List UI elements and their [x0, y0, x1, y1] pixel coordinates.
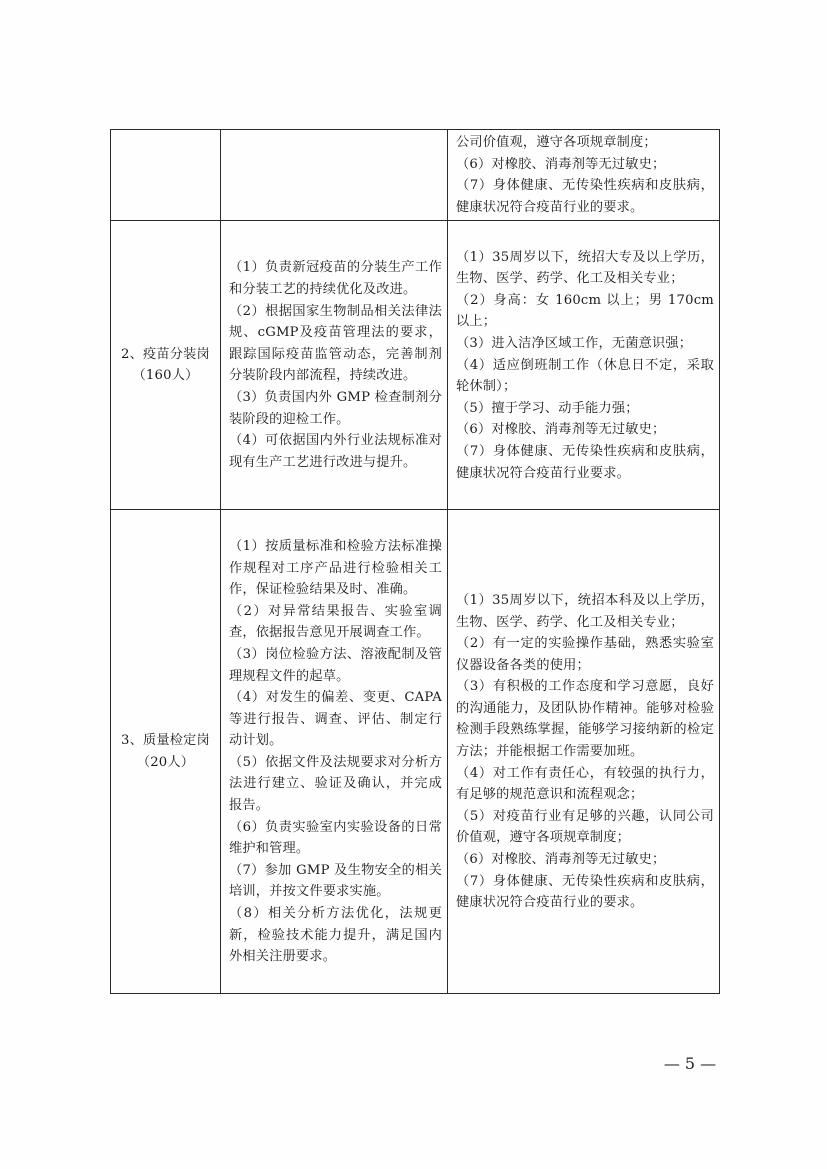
- requirements-cell: [448, 130, 720, 221]
- requirement-item: （4）适应倒班制工作（休息日不定，采取轮休制）；: [456, 357, 714, 395]
- post-cell: [111, 510, 221, 994]
- post-cell: [111, 221, 221, 510]
- requirement-item: （6）对橡胶、消毒剂等无过敏史；: [456, 852, 666, 868]
- duty-item: （3）岗位检验方法、溶液配制及管理规程文件的起草。: [229, 646, 442, 684]
- requirement-item: （2）身高：女 160cm 以上；男 170cm 以上；: [456, 292, 714, 330]
- post-count: （20人）: [136, 754, 195, 770]
- requirement-item: （7）身体健康、无传染性疾病和皮肤病，健康状况符合疫苗行业要求。: [456, 443, 714, 481]
- requirement-item: （2）有一定的实验操作基础，熟悉实验室仪器设备各类的使用；: [456, 636, 714, 673]
- duty-item: （4）可依据国内外行业法规标准对现有生产工艺进行改进与提升。: [229, 433, 442, 470]
- post-cell: [111, 130, 221, 221]
- requirement-item: （5）对疫苗行业有足够的兴趣，认同公司价值观，遵守各项规章制度；: [456, 808, 714, 846]
- requirements-cell: [448, 221, 720, 510]
- requirements-cell: [448, 510, 720, 994]
- post-count: （160人）: [132, 368, 199, 384]
- requirement-item: （7）身体健康、无传染性疾病和皮肤病，健康状况符合疫苗行业的要求。: [456, 178, 714, 215]
- duty-item: （2）对异常结果报告、实验室调查，依据报告意见开展调查工作。: [229, 603, 442, 641]
- requirement-item: （4）对工作有责任心，有较强的执行力，有足够的规范意识和流程观念；: [456, 765, 714, 803]
- duty-item: （8）相关分析方法优化，法规更新，检验技术能力提升，满足国内外相关注册要求。: [229, 906, 442, 965]
- duties-cell: [221, 510, 448, 994]
- requirement-item: （6）对橡胶、消毒剂等无过敏史；: [456, 422, 666, 438]
- table-row: [111, 130, 720, 221]
- page-number: — 5 —: [663, 1054, 717, 1073]
- duties-cell: [221, 221, 448, 510]
- duty-item: （4）对发生的偏差、变更、CAPA等进行报告、调查、评估、制定行动计划。: [229, 690, 442, 749]
- requirement-item: （3）有积极的工作态度和学习意愿，良好的沟通能力，及团队协作精神。能够对检验检测手段熟练掌握，能够学习接纳新的检定方法；并能根据工作需要加班。: [456, 679, 714, 760]
- duty-item: （1）按质量标准和检验方法标准操作规程对工序产品进行检验相关工作，保证检验结果及时、准确。: [229, 538, 442, 598]
- requirement-item: （6）对橡胶、消毒剂等无过敏史；: [456, 156, 666, 172]
- duty-item: （1）负责新冠疫苗的分装生产工作和分装工艺的持续优化及改进。: [229, 260, 442, 297]
- duty-item: （5）依据文件及法规要求对分析方法进行建立、验证及确认，并完成报告。: [229, 754, 442, 814]
- table-row: [111, 221, 720, 510]
- duties-cell: [221, 130, 448, 221]
- requirement-item: （1）35周岁以下，统招大专及以上学历，生物、医学、药学、化工及相关专业；: [456, 249, 714, 287]
- requirement-item: （1）35周岁以下，统招本科及以上学历，生物、医学、药学、化工及相关专业；: [456, 592, 714, 630]
- requirement-item: （5）擅于学习、动手能力强；: [456, 400, 639, 416]
- duty-item: （2）根据国家生物制品相关法律法规、cGMP及疫苗管理法的要求，跟踪国际疫苗监管动态，完善制剂分装阶段内部流程，持续改进。: [229, 303, 442, 384]
- table-row: [111, 510, 720, 994]
- duty-item: （6）负责实验室内实验设备的日常维护和管理。: [229, 819, 442, 857]
- post-name: 2、疫苗分装岗: [121, 346, 210, 362]
- job-table: [110, 129, 720, 994]
- requirement-item: （7）身体健康、无传染性疾病和皮肤病，健康状况符合疫苗行业的要求。: [456, 873, 714, 911]
- post-name: 3、质量检定岗: [121, 733, 210, 749]
- duty-item: （3）负责国内外 GMP 检查制剂分装阶段的迎检工作。: [229, 389, 442, 427]
- duty-item: （7）参加 GMP 及生物安全的相关培训，并按文件要求实施。: [229, 862, 442, 900]
- requirement-item: （3）进入洁净区域工作，无菌意识强；: [456, 335, 693, 351]
- requirement-item: 公司价值观，遵守各项规章制度；: [456, 135, 657, 150]
